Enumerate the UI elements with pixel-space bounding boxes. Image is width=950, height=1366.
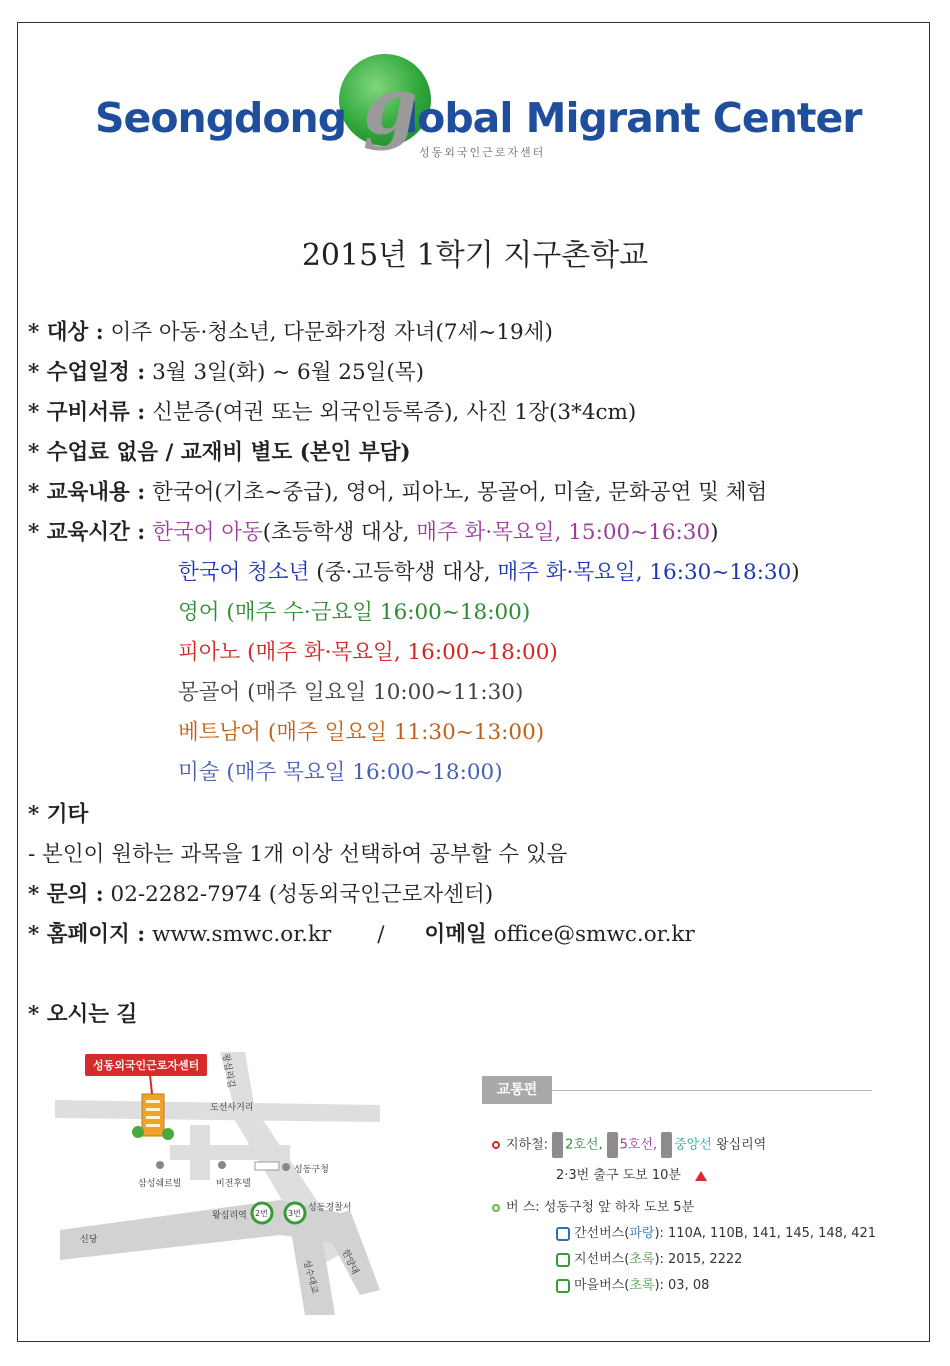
piano-time: (매주 화·목요일, 16:00~18:00)	[240, 640, 558, 665]
target-label: * 대상 :	[28, 320, 104, 345]
logo-subtitle: 성동외국인근로자센터	[419, 146, 546, 159]
bus-icon	[556, 1253, 570, 1267]
center-logo	[95, 52, 862, 172]
schedule-value: 3월 3일(화) ~ 6월 25일(목)	[145, 360, 424, 385]
village-label: 마을버스(	[574, 1278, 630, 1293]
youth-target: (중·고등학생 대상,	[309, 560, 498, 585]
english-time: (매주 수·금요일 16:00~18:00)	[219, 600, 531, 625]
map-label-samsung: 삼성쉐르빌	[138, 1179, 182, 1189]
subway-label: 지하철:	[506, 1137, 549, 1153]
children-target: (초등학생 대상,	[262, 520, 417, 545]
village-bus-row	[556, 1274, 709, 1293]
children-close: )	[710, 520, 719, 545]
docs-line	[28, 398, 636, 428]
map-label-exit2: 2번	[255, 1209, 268, 1218]
line5-label: 5호선,	[619, 1137, 658, 1153]
logo-text-global: lobal Migrant Center	[404, 94, 862, 142]
page-title: 2015년 1학기 지구촌학교	[301, 238, 649, 273]
location-marker-icon	[695, 1171, 707, 1181]
fee-line: * 수업료 없음 / 교재비 별도 (본인 부담)	[28, 440, 411, 465]
etc-value: - 본인이 원하는 과목을 1개 이상 선택하여 공부할 수 있음	[28, 842, 568, 867]
map-label-hanyang: 한양대	[339, 1248, 360, 1277]
branch-color: 초록	[629, 1252, 655, 1267]
transit-header: 교통편	[482, 1076, 552, 1104]
village-color: 초록	[629, 1278, 655, 1293]
homepage-line	[28, 920, 695, 950]
bus-icon	[556, 1227, 570, 1241]
contact-line	[28, 880, 493, 910]
email-label: 이메일	[424, 922, 487, 947]
docs-value: 신분증(여권 또는 외국인등록증), 사진 1장(3*4cm)	[145, 400, 637, 425]
youth-close: )	[791, 560, 800, 585]
trunk-bus-row	[556, 1222, 876, 1241]
map-label-exit3: 3번	[288, 1209, 301, 1218]
line2-label: 2호선,	[565, 1137, 603, 1153]
contact-label: * 문의 :	[28, 882, 104, 907]
map-label-vision: 비전후텔	[216, 1179, 251, 1189]
time-line-children	[28, 518, 719, 548]
time-line-youth	[178, 558, 800, 588]
korean-children: 한국어 아동	[145, 520, 263, 545]
homepage-label: * 홈페이지 :	[28, 922, 146, 947]
trunk-label: 간선버스(	[574, 1226, 630, 1241]
separator-slash: /	[377, 922, 385, 947]
time-line-vietnamese: 베트남어 (매주 일요일 11:30~13:00)	[178, 720, 545, 745]
map-label-intersection: 도선사거리	[210, 1103, 254, 1113]
map-label-sindang: 신당	[80, 1235, 98, 1245]
homepage-link[interactable]: www.smwc.or.kr	[145, 922, 332, 947]
time-line-piano	[178, 638, 558, 668]
time-line-english	[178, 598, 530, 628]
logo-text-seongdong: Seongdong	[95, 94, 347, 142]
map-label-seongsu: 성수대교	[300, 1258, 320, 1295]
location-map	[50, 1050, 410, 1320]
exit-row	[556, 1164, 707, 1183]
bus-bullet-icon	[492, 1204, 500, 1212]
contact-value: 02-2282-7974 (성동외국인근로자센터)	[103, 882, 494, 907]
schedule-line	[28, 358, 424, 388]
branch-label: 지선버스(	[574, 1252, 630, 1267]
subway-row	[492, 1132, 766, 1158]
children-time: 매주 화·목요일, 15:00~16:30	[416, 520, 711, 545]
art-label: 미술	[178, 760, 220, 785]
bus-row	[492, 1196, 694, 1215]
map-label-ward-office: 성동구청	[294, 1165, 329, 1175]
english-label: 영어	[178, 600, 220, 625]
email-link[interactable]: office@smwc.or.kr	[486, 922, 695, 947]
jungang-label: 중앙선	[674, 1137, 712, 1153]
map-label-road-top: 왕십리길	[219, 1052, 236, 1089]
schedule-label: * 수업일정 :	[28, 360, 146, 385]
target-line	[28, 318, 553, 348]
piano-label: 피아노	[178, 640, 241, 665]
map-label-station: 왕십리역	[212, 1211, 247, 1221]
youth-time: 매주 화·목요일, 16:30~18:30	[497, 560, 792, 585]
station-label: 왕십리역	[715, 1137, 767, 1153]
logo-wordmark	[95, 94, 862, 142]
bus-label: 버 스: 성동구청 앞 하차 도보 5분	[506, 1200, 695, 1215]
transit-divider	[552, 1090, 872, 1091]
map-label-police: 성동경찰서	[308, 1203, 352, 1213]
trunk-routes: ): 110A, 110B, 141, 145, 148, 421	[654, 1226, 877, 1241]
exit-info: 2·3번 출구 도보 10분	[556, 1168, 681, 1183]
content-value: 한국어(기초~중급), 영어, 피아노, 몽골어, 미술, 문화공연 및 체험	[145, 480, 768, 505]
target-value: 이주 아동·청소년, 다문화가정 자녀(7세~19세)	[103, 320, 553, 345]
time-line-art	[178, 758, 503, 788]
subway-car-icon	[661, 1132, 672, 1158]
etc-label: * 기타	[28, 802, 89, 827]
transit-info	[482, 1076, 882, 1306]
directions-label: * 오시는 길	[28, 1002, 138, 1027]
art-time: (매주 목요일 16:00~18:00)	[219, 760, 503, 785]
content-line	[28, 478, 767, 508]
map-center-banner: 성동외국인근로자센터	[85, 1054, 207, 1076]
branch-routes: ): 2015, 2222	[654, 1252, 743, 1267]
subway-car-icon	[552, 1132, 563, 1158]
logo-g-letter: g	[363, 61, 418, 152]
bus-icon	[556, 1279, 570, 1293]
trunk-color: 파랑	[629, 1226, 655, 1241]
subway-car-icon	[607, 1132, 618, 1158]
time-line-mongol: 몽골어 (매주 일요일 10:00~11:30)	[178, 680, 524, 705]
content-label: * 교육내용 :	[28, 480, 146, 505]
branch-bus-row	[556, 1248, 742, 1267]
village-routes: ): 03, 08	[654, 1278, 710, 1293]
korean-youth: 한국어 청소년	[178, 560, 310, 585]
docs-label: * 구비서류 :	[28, 400, 146, 425]
time-label: * 교육시간 :	[28, 520, 146, 545]
subway-bullet-icon	[492, 1141, 500, 1149]
